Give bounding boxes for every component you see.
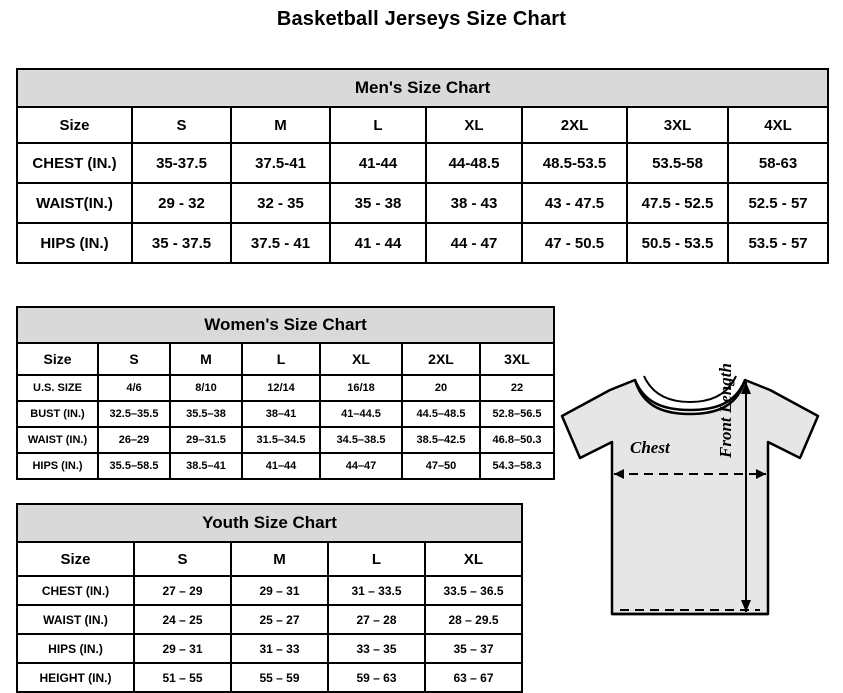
womens-cell-0-6: 22 bbox=[480, 375, 554, 401]
womens-cell-3-3: 41–44 bbox=[242, 453, 320, 479]
mens-col-7: 4XL bbox=[728, 107, 828, 143]
womens-col-1: S bbox=[98, 343, 170, 375]
womens-cell-3-1: 35.5–58.5 bbox=[98, 453, 170, 479]
mens-cell-2-6: 50.5 - 53.5 bbox=[627, 223, 728, 263]
youth-header-row bbox=[17, 542, 522, 576]
womens-cell-2-1: 26–29 bbox=[98, 427, 170, 453]
youth-cell-3-4: 63 – 67 bbox=[425, 663, 522, 692]
womens-row-3-label: HIPS (IN.) bbox=[17, 453, 98, 479]
womens-cell-2-3: 31.5–34.5 bbox=[242, 427, 320, 453]
womens-cell-1-2: 35.5–38 bbox=[170, 401, 242, 427]
youth-col-3: L bbox=[328, 542, 425, 576]
mens-row-1-label: WAIST(IN.) bbox=[17, 183, 132, 223]
table-row bbox=[17, 663, 522, 692]
youth-row-2-label: HIPS (IN.) bbox=[17, 634, 134, 663]
mens-col-5: 2XL bbox=[522, 107, 627, 143]
youth-row-0-label: CHEST (IN.) bbox=[17, 576, 134, 605]
womens-cell-0-1: 4/6 bbox=[98, 375, 170, 401]
mens-row-0-label: CHEST (IN.) bbox=[17, 143, 132, 183]
table-row bbox=[17, 143, 828, 183]
mens-cell-1-6: 47.5 - 52.5 bbox=[627, 183, 728, 223]
womens-cell-2-5: 38.5–42.5 bbox=[402, 427, 480, 453]
womens-cell-1-3: 38–41 bbox=[242, 401, 320, 427]
womens-cell-2-4: 34.5–38.5 bbox=[320, 427, 402, 453]
youth-cell-2-4: 35 – 37 bbox=[425, 634, 522, 663]
womens-cell-3-5: 47–50 bbox=[402, 453, 480, 479]
womens-cell-3-2: 38.5–41 bbox=[170, 453, 242, 479]
table-row bbox=[17, 183, 828, 223]
mens-cell-0-3: 41-44 bbox=[330, 143, 426, 183]
womens-cell-1-6: 52.8–56.5 bbox=[480, 401, 554, 427]
youth-cell-2-1: 29 – 31 bbox=[134, 634, 231, 663]
mens-col-3: L bbox=[330, 107, 426, 143]
mens-cell-2-2: 37.5 - 41 bbox=[231, 223, 330, 263]
womens-row-2-label: WAIST (IN.) bbox=[17, 427, 98, 453]
youth-cell-3-3: 59 – 63 bbox=[328, 663, 425, 692]
table-row bbox=[17, 223, 828, 263]
mens-cell-0-1: 35-37.5 bbox=[132, 143, 231, 183]
mens-cell-2-7: 53.5 - 57 bbox=[728, 223, 828, 263]
table-row bbox=[17, 634, 522, 663]
youth-cell-3-2: 55 – 59 bbox=[231, 663, 328, 692]
youth-col-1: S bbox=[134, 542, 231, 576]
youth-col-2: M bbox=[231, 542, 328, 576]
womens-col-0: Size bbox=[17, 343, 98, 375]
mens-cell-2-1: 35 - 37.5 bbox=[132, 223, 231, 263]
mens-cell-1-2: 32 - 35 bbox=[231, 183, 330, 223]
table-row bbox=[17, 375, 554, 401]
youth-cell-1-4: 28 – 29.5 bbox=[425, 605, 522, 634]
womens-cell-2-2: 29–31.5 bbox=[170, 427, 242, 453]
youth-caption: Youth Size Chart bbox=[17, 504, 522, 542]
mens-cell-2-3: 41 - 44 bbox=[330, 223, 426, 263]
front-length-measure-label: Front Length bbox=[716, 363, 735, 458]
youth-cell-0-2: 29 – 31 bbox=[231, 576, 328, 605]
womens-size-table bbox=[16, 306, 555, 480]
womens-col-4: XL bbox=[320, 343, 402, 375]
womens-cell-0-4: 16/18 bbox=[320, 375, 402, 401]
mens-row-2-label: HIPS (IN.) bbox=[17, 223, 132, 263]
womens-header-row bbox=[17, 343, 554, 375]
youth-cell-0-4: 33.5 – 36.5 bbox=[425, 576, 522, 605]
womens-col-5: 2XL bbox=[402, 343, 480, 375]
youth-cell-0-3: 31 – 33.5 bbox=[328, 576, 425, 605]
mens-size-table bbox=[16, 68, 829, 264]
womens-row-1-label: BUST (IN.) bbox=[17, 401, 98, 427]
mens-cell-0-5: 48.5-53.5 bbox=[522, 143, 627, 183]
mens-col-0: Size bbox=[17, 107, 132, 143]
womens-row-0-label: U.S. SIZE bbox=[17, 375, 98, 401]
mens-size-chart bbox=[16, 68, 827, 264]
youth-row-1-label: WAIST (IN.) bbox=[17, 605, 134, 634]
table-row bbox=[17, 576, 522, 605]
youth-cell-1-3: 27 – 28 bbox=[328, 605, 425, 634]
youth-col-4: XL bbox=[425, 542, 522, 576]
womens-cell-2-6: 46.8–50.3 bbox=[480, 427, 554, 453]
mens-cell-0-2: 37.5-41 bbox=[231, 143, 330, 183]
womens-cell-1-4: 41–44.5 bbox=[320, 401, 402, 427]
womens-col-6: 3XL bbox=[480, 343, 554, 375]
jersey-icon bbox=[540, 358, 840, 658]
womens-cell-3-4: 44–47 bbox=[320, 453, 402, 479]
mens-col-4: XL bbox=[426, 107, 522, 143]
womens-size-chart bbox=[16, 306, 553, 480]
mens-cell-1-7: 52.5 - 57 bbox=[728, 183, 828, 223]
womens-cell-3-6: 54.3–58.3 bbox=[480, 453, 554, 479]
mens-header-row bbox=[17, 107, 828, 143]
youth-cell-2-3: 33 – 35 bbox=[328, 634, 425, 663]
youth-cell-3-1: 51 – 55 bbox=[134, 663, 231, 692]
womens-cell-0-5: 20 bbox=[402, 375, 480, 401]
womens-col-2: M bbox=[170, 343, 242, 375]
womens-cell-1-5: 44.5–48.5 bbox=[402, 401, 480, 427]
mens-cell-1-5: 43 - 47.5 bbox=[522, 183, 627, 223]
youth-caption-row bbox=[17, 504, 522, 542]
mens-cell-1-4: 38 - 43 bbox=[426, 183, 522, 223]
youth-cell-0-1: 27 – 29 bbox=[134, 576, 231, 605]
table-row bbox=[17, 605, 522, 634]
youth-cell-1-1: 24 – 25 bbox=[134, 605, 231, 634]
womens-col-3: L bbox=[242, 343, 320, 375]
mens-caption-row bbox=[17, 69, 828, 107]
youth-cell-2-2: 31 – 33 bbox=[231, 634, 328, 663]
mens-cell-2-4: 44 - 47 bbox=[426, 223, 522, 263]
youth-cell-1-2: 25 – 27 bbox=[231, 605, 328, 634]
page-title: Basketball Jerseys Size Chart bbox=[276, 8, 567, 30]
mens-col-1: S bbox=[132, 107, 231, 143]
mens-cell-0-4: 44-48.5 bbox=[426, 143, 522, 183]
table-row bbox=[17, 427, 554, 453]
mens-col-2: M bbox=[231, 107, 330, 143]
mens-cell-1-1: 29 - 32 bbox=[132, 183, 231, 223]
mens-col-6: 3XL bbox=[627, 107, 728, 143]
womens-caption-row bbox=[17, 307, 554, 343]
mens-cell-1-3: 35 - 38 bbox=[330, 183, 426, 223]
youth-col-0: Size bbox=[17, 542, 134, 576]
youth-row-3-label: HEIGHT (IN.) bbox=[17, 663, 134, 692]
womens-caption: Women's Size Chart bbox=[17, 307, 554, 343]
mens-caption: Men's Size Chart bbox=[17, 69, 828, 107]
womens-cell-1-1: 32.5–35.5 bbox=[98, 401, 170, 427]
jersey-measurement-diagram bbox=[540, 358, 840, 668]
mens-cell-0-7: 58-63 bbox=[728, 143, 828, 183]
mens-cell-0-6: 53.5-58 bbox=[627, 143, 728, 183]
table-row bbox=[17, 401, 554, 427]
table-row bbox=[17, 453, 554, 479]
mens-cell-2-5: 47 - 50.5 bbox=[522, 223, 627, 263]
chest-measure-label: Chest bbox=[630, 438, 670, 457]
youth-size-table bbox=[16, 503, 523, 693]
youth-size-chart bbox=[16, 503, 521, 693]
womens-cell-0-2: 8/10 bbox=[170, 375, 242, 401]
womens-cell-0-3: 12/14 bbox=[242, 375, 320, 401]
